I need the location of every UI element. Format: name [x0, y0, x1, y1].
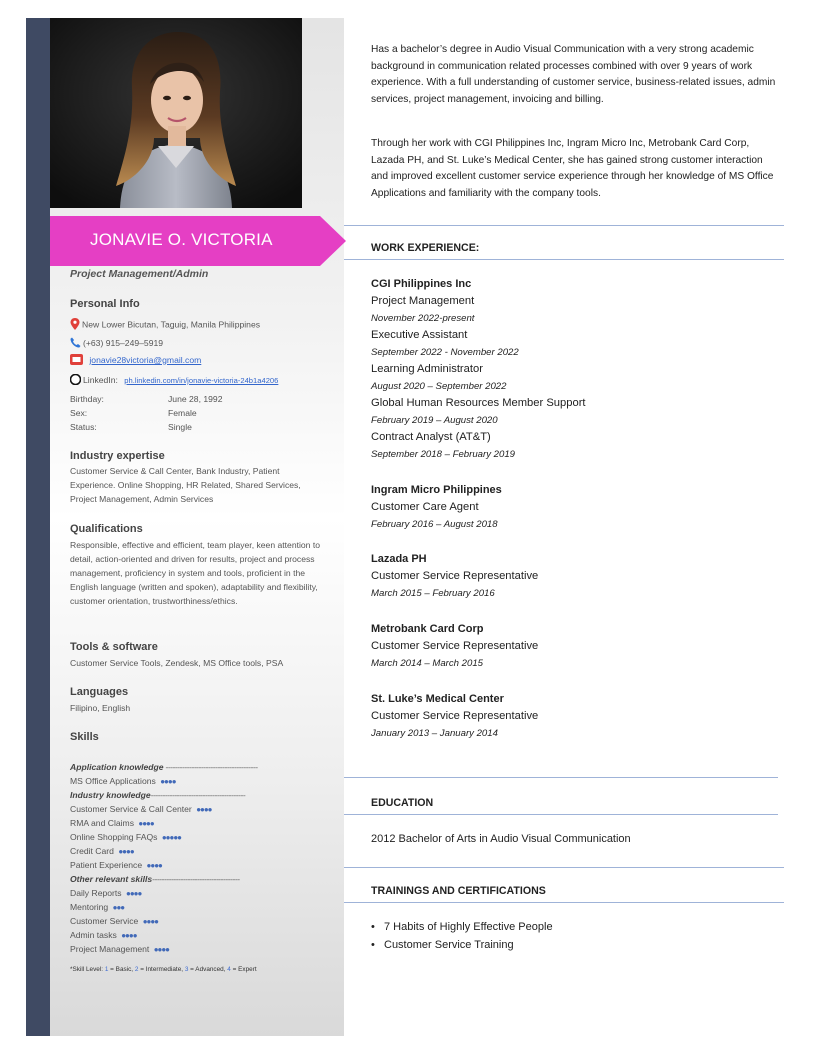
skill-item: Project Management ●●●● [70, 944, 170, 954]
skill-item: Customer Service & Call Center ●●●● [70, 804, 212, 814]
trainings-list [371, 918, 553, 954]
candidate-role: Project Management/Admin [70, 268, 209, 280]
languages-text: Filipino, English [70, 703, 131, 713]
job-dates: January 2013 – January 2014 [371, 728, 498, 739]
skill-level-dots: ●●●●● [161, 833, 181, 842]
list-item: • 7 Habits of Highly Effective People [371, 921, 553, 933]
job-title: Contract Analyst (AT&T) [371, 431, 491, 443]
job-title: Learning Administrator [371, 363, 483, 375]
skill-level-legend: *Skill Level: 1 = Basic, 2 = Intermediate, 3 = Advanced, 4 = Expert [70, 966, 257, 973]
job-dates: August 2020 – September 2022 [371, 381, 507, 392]
education-entry: 2012 Bachelor of Arts in Audio Visual Communication [371, 833, 631, 845]
divider [344, 902, 784, 903]
divider [344, 867, 784, 868]
industry-expertise-text: Customer Service & Call Center, Bank Industry, Patient Experience. Online Shopping, HR Related, Shared Services, Project Management, Admin Services [70, 466, 301, 504]
skill-item: Credit Card ●●●● [70, 846, 134, 856]
company-name: CGI Philippines Inc [371, 278, 472, 290]
tools-text: Customer Service Tools, Zendesk, MS Office tools, PSA [70, 658, 284, 668]
company-name: St. Luke’s Medical Center [371, 693, 504, 705]
industry-expertise-heading: Industry expertise [70, 450, 165, 462]
summary-paragraph-2: Through her work with CGI Philippines Inc, Ingram Micro Inc, Metrobank Card Corp, Lazada PH, and St. Luke’s Medical Center, she has gained strong customer interaction and improved excellent customer service experience through her knowledge of MS Office Applications and familiarity with the company tools. [371, 138, 774, 199]
work-experience-heading: WORK EXPERIENCE: [371, 242, 480, 254]
status-label: Status: [70, 422, 97, 432]
job-title: Executive Assistant [371, 329, 468, 341]
qualifications-heading: Qualifications [70, 523, 143, 535]
divider [344, 777, 778, 778]
skills-list [70, 760, 310, 956]
job-entry-lazada [371, 550, 771, 602]
skill-level-dots: ●●●● [121, 931, 137, 940]
skill-item: Admin tasks ●●●● [70, 930, 137, 940]
skill-group-header: Industry knowledge---------------------------------------- [70, 790, 246, 800]
skill-level-dots: ●●●● [153, 945, 170, 954]
birthday-label: Birthday: [70, 394, 104, 404]
job-title: Customer Service Representative [371, 570, 539, 582]
skill-item: Online Shopping FAQs ●●●●● [70, 832, 181, 842]
job-title: Customer Service Representative [371, 640, 539, 652]
linkedin-row [70, 374, 278, 387]
phone-icon [70, 337, 81, 350]
job-entry-ingram [371, 481, 771, 533]
trainings-heading: TRAININGS AND CERTIFICATIONS [371, 885, 546, 897]
job-dates: March 2015 – February 2016 [371, 588, 495, 599]
job-entry-metrobank [371, 620, 771, 672]
left-accent-rail [26, 18, 50, 1036]
birthday-value: June 28, 1992 [168, 394, 223, 404]
personal-info-heading: Personal Info [70, 298, 140, 310]
linkedin-link[interactable]: ph.linkedin.com/in/jonavie-victoria-24b1a4206 [124, 375, 279, 385]
job-dates: September 2022 - November 2022 [371, 347, 519, 358]
company-name: Lazada PH [371, 553, 427, 565]
tools-heading: Tools & software [70, 641, 158, 653]
company-name: Ingram Micro Philippines [371, 484, 502, 496]
job-dates: March 2014 – March 2015 [371, 658, 483, 669]
linkedin-label: LinkedIn: [83, 374, 118, 385]
divider [344, 225, 784, 226]
address-text: New Lower Bicutan, Taguig, Manila Philippines [82, 319, 261, 330]
divider [344, 814, 778, 815]
email-icon [70, 354, 83, 367]
skill-level-dots: ●●●● [196, 805, 212, 814]
linkedin-icon [70, 374, 81, 387]
job-dates: February 2019 – August 2020 [371, 415, 498, 426]
skill-item: MS Office Applications ●●●● [70, 776, 176, 786]
job-dates: November 2022-present [371, 313, 475, 324]
skill-group-header: Other relevant skills------------------------------------- [70, 874, 240, 884]
skill-level-dots: ●●● [112, 903, 125, 912]
skill-item: Customer Service ●●●● [70, 916, 159, 926]
job-title: Customer Service Representative [371, 710, 539, 722]
divider [344, 259, 784, 260]
skill-level-dots: ●●●● [125, 889, 142, 898]
job-entry-st-lukes [371, 690, 771, 742]
phone-row [70, 337, 163, 350]
email-row [70, 354, 201, 367]
email-link[interactable]: jonavie28victoria@gmail.com [89, 354, 202, 365]
location-pin-icon [70, 318, 80, 332]
skill-level-dots: ●●●● [146, 861, 162, 870]
skill-item: Mentoring ●●● [70, 902, 125, 912]
job-title: Project Management [371, 295, 475, 307]
job-title: Customer Care Agent [371, 501, 479, 513]
candidate-name: JONAVIE O. VICTORIA [90, 230, 273, 249]
profile-photo [50, 18, 302, 208]
summary-paragraph-1: Has a bachelor’s degree in Audio Visual Communication with a very strong academic background in communication related processes combined with over 9 years of work experience. With a full understanding of customer service, business-related issues, admin services, project management, invoicing and billing. [371, 44, 776, 105]
name-banner [50, 216, 346, 266]
education-heading: EDUCATION [371, 797, 434, 809]
company-name: Metrobank Card Corp [371, 623, 484, 635]
list-item: • Customer Service Training [371, 939, 514, 951]
job-entry-cgi [371, 275, 771, 463]
skills-heading: Skills [70, 731, 99, 743]
status-value: Single [168, 422, 192, 432]
skill-item: Patient Experience ●●●● [70, 860, 162, 870]
sex-value: Female [168, 408, 197, 418]
job-title: Global Human Resources Member Support [371, 397, 586, 409]
skill-level-dots: ●●●● [142, 917, 159, 926]
skill-item: RMA and Claims ●●●● [70, 818, 154, 828]
skill-level-dots: ●●●● [118, 847, 134, 856]
languages-heading: Languages [70, 686, 129, 698]
qualifications-text: Responsible, effective and efficient, team player, keen attention to detail, action-oriented and driven for results, project and process management, proficiency in system and tools, proficient in the English language (written and spoken), adaptability and flexibility, customer orientation, trustworthiness/ethics. [70, 540, 321, 606]
sex-label: Sex: [70, 408, 88, 418]
skill-level-dots: ●●●● [160, 777, 176, 786]
skill-group-header: Application knowledge --------------------------------------- [70, 762, 258, 772]
phone-text: (+63) 915–249–5919 [83, 337, 164, 348]
address-row [70, 318, 260, 332]
job-dates: February 2016 – August 2018 [371, 519, 498, 530]
job-dates: September 2018 – February 2019 [371, 449, 515, 460]
skill-level-dots: ●●●● [138, 819, 154, 828]
skill-item: Daily Reports ●●●● [70, 888, 142, 898]
